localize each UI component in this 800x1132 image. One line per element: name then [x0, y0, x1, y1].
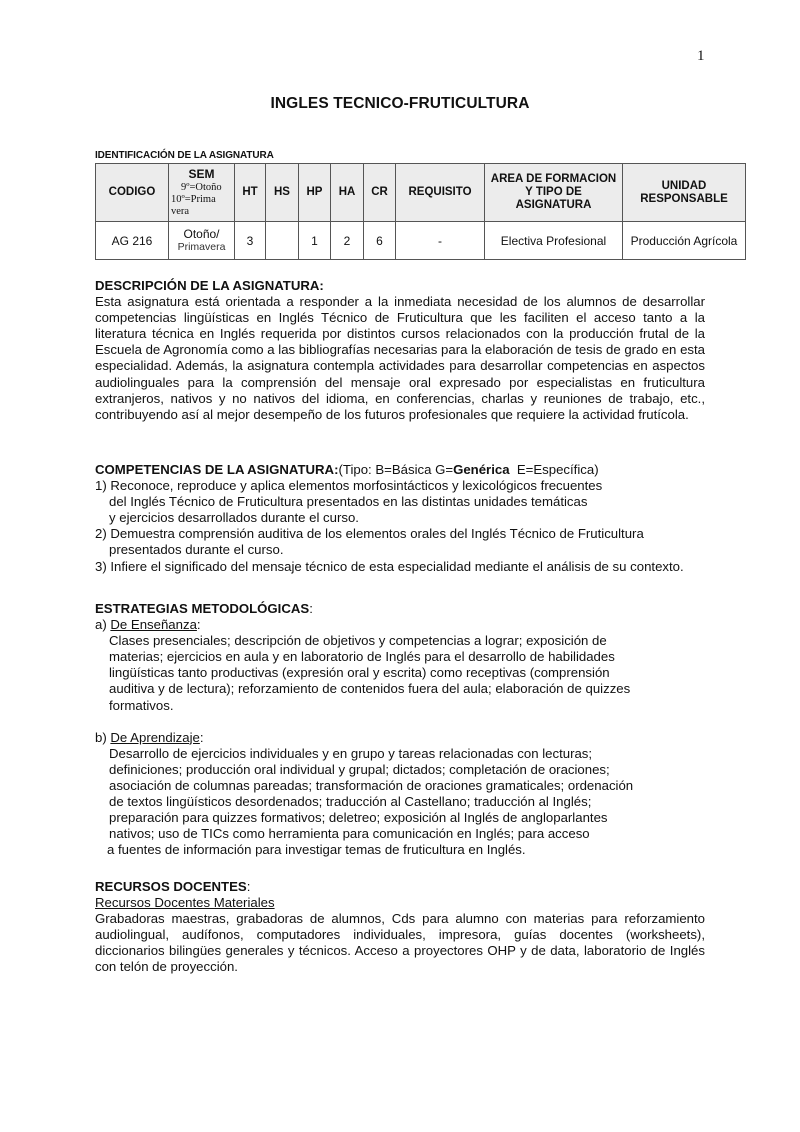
descripcion-section [95, 278, 705, 423]
competencias-section [95, 462, 715, 575]
competencia-item-3-line-1: 3) Infiere el significado del mensaje técnico de esta especialidad mediante el análisis de su contexto. [95, 558, 684, 574]
header-sem-label: SEM [188, 166, 215, 181]
competencia-item-1-line-3: y ejercicios desarrollados durante el curso. [109, 510, 359, 526]
document-title: INGLES TECNICO-FRUTICULTURA [270, 95, 530, 112]
identification-table [95, 163, 746, 260]
header-hs: HS [266, 164, 299, 222]
ensenanza-prefix: a) [95, 617, 111, 633]
competencia-item-2-line-1: 2) Demuestra comprensión auditiva de los elementos orales del Inglés Técnico de Fruticultura [95, 526, 644, 542]
ensenanza-colon: : [196, 617, 201, 633]
page-number: 1 [697, 48, 705, 64]
cell-unidad: Producción Agrícola [623, 222, 746, 260]
recursos-heading: RECURSOS DOCENTES [95, 879, 247, 894]
competencias-heading: COMPETENCIAS DE LA ASIGNATURA: [95, 462, 339, 477]
header-sem-note-3: vera [171, 205, 190, 217]
cell-hp: 1 [299, 222, 331, 260]
cell-requisito: - [396, 222, 485, 260]
estrategias-heading: ESTRATEGIAS METODOLÓGICAS [95, 601, 310, 616]
competencia-item-1-line-1: 1) Reconoce, reproduce y aplica elementos morfosintácticos y lexicológicos frecuentes [95, 478, 603, 494]
ensenanza-line-2: materias; ejercicios en aula y en laboratorio de Inglés para el desarrollo de habilidades [109, 649, 615, 665]
estrategias-colon: : [309, 601, 313, 616]
cell-codigo: AG 216 [96, 222, 169, 260]
header-area-line-3: ASIGNATURA [515, 199, 592, 211]
recursos-subheading: Recursos Docentes Materiales [95, 895, 275, 911]
aprendizaje-label-line [95, 730, 705, 746]
competencias-tipo-suffix: E=Específica) [509, 462, 599, 477]
header-area [485, 164, 623, 222]
recursos-section [95, 879, 705, 976]
cell-hs [266, 222, 299, 260]
ensenanza-label: De Enseñanza [110, 617, 197, 633]
cell-sem-line-2: Primavera [177, 241, 226, 253]
estrategias-section [95, 601, 705, 858]
aprendizaje-colon: : [199, 729, 204, 745]
header-ha: HA [331, 164, 364, 222]
header-area-line-2: Y TIPO DE [525, 186, 582, 198]
cell-ha: 2 [331, 222, 364, 260]
header-area-line-1: AREA DE FORMACION [490, 173, 617, 185]
aprendizaje-line-6: nativos; uso de TICs como herramienta para comunicación en Inglés; para acceso [109, 826, 590, 842]
table-row [96, 222, 746, 260]
aprendizaje-label: De Aprendizaje [110, 729, 200, 745]
ensenanza-label-line [95, 617, 705, 633]
aprendizaje-line-5: preparación para quizzes formativos; deletreo; exposición al Inglés de angloparlantes [109, 810, 608, 826]
header-ht: HT [235, 164, 266, 222]
ensenanza-line-1: Clases presenciales; descripción de objetivos y competencias a lograr; exposición de [109, 633, 607, 649]
header-requisito: REQUISITO [396, 164, 485, 222]
aprendizaje-line-2: definiciones; producción oral individual y grupal; dictados; completación de oraciones; [109, 761, 610, 777]
descripcion-text: Esta asignatura está orientada a responder a la inmediata necesidad de los alumnos de desarrollar competencias lingüísticas en Inglés Técnico de Fruticultura que les faciliten el acceso tanto a la literatura técnica en Inglés requerida por distintos cursos relacionados con la producción frutal de la Escuela de Agronomía como a las bibliografías necesarias para la elaboración de tesis de grado en esta especialidad. Además, la asignatura contempla actividades para desarrollar competencias en aspectos audiolinguales para la comprensión del mensaje oral expresado por especialistas en fruticultura extranjeros, nativos y no nativos del idioma, en conferencias, charlas y reuniones de trabajo, etc., contribuyendo así al mejor desempeño de los futuros profesionales que requiere la actividad frutícola. [95, 294, 705, 422]
cell-sem [169, 222, 235, 260]
aprendizaje-line-4: de textos lingüísticos desordenados; traducción al Castellano; traducción al Inglés; [109, 794, 592, 810]
ensenanza-line-3: lingüísticas tanto productivas (expresión oral y escrita) como receptivas (comprensión [109, 665, 610, 681]
cell-area: Electiva Profesional [485, 222, 623, 260]
aprendizaje-line-3: asociación de columnas pareadas; transformación de oraciones gramaticales; ordenación [109, 777, 634, 793]
competencia-item-1-line-2: del Inglés Técnico de Fruticultura presentados en las distintas unidades temáticas [109, 494, 588, 510]
header-unidad [623, 164, 746, 222]
recursos-colon: : [246, 879, 251, 894]
aprendizaje-line-1: Desarrollo de ejercicios individuales y en grupo y tareas relacionadas con lecturas; [109, 745, 593, 761]
recursos-text: Grabadoras maestras, grabadoras de alumnos, Cds para alumno con materias para reforzamiento audiolingual, audífonos, computadores individuales, impresora, guías docentes (worksheets), diccionarios bilingües generales y técnicos. Acceso a proyectores OHP y de data, laboratorio de Inglés con telón de proyección. [95, 911, 705, 975]
competencia-item-2-line-2: presentados durante el curso. [109, 542, 284, 558]
spacer [95, 714, 705, 730]
header-hp: HP [299, 164, 331, 222]
header-sem-note-1: 9º=Otoño [181, 181, 222, 193]
competencias-tipo-prefix: (Tipo: B=Básica G= [338, 462, 454, 477]
competencias-tipo-bold: Genérica [453, 462, 510, 477]
descripcion-heading: DESCRIPCIÓN DE LA ASIGNATURA: [95, 278, 324, 293]
recursos-heading-line [95, 879, 705, 895]
ensenanza-line-4: auditiva y de lectura); reforzamiento de contenidos fuera del aula; elaboración de quizzes [109, 681, 631, 697]
estrategias-heading-line [95, 601, 705, 617]
header-unidad-line-2: RESPONSABLE [640, 192, 728, 205]
competencias-heading-line [95, 462, 715, 478]
identification-caption: IDENTIFICACIÓN DE LA ASIGNATURA [95, 150, 274, 161]
header-unidad-line-1: UNIDAD [661, 179, 707, 192]
header-codigo: CODIGO [96, 164, 169, 222]
ensenanza-line-5: formativos. [109, 697, 174, 713]
cell-cr: 6 [364, 222, 396, 260]
table-header-row [96, 164, 746, 222]
aprendizaje-line-7: a fuentes de información para investigar temas de fruticultura en Inglés. [107, 842, 526, 858]
header-sem-note-2: 10º=Prima [171, 193, 216, 205]
aprendizaje-prefix: b) [95, 729, 111, 745]
cell-ht: 3 [235, 222, 266, 260]
header-cr: CR [364, 164, 396, 222]
header-sem [169, 164, 235, 222]
cell-sem-line-1: Otoño/ [183, 227, 220, 241]
